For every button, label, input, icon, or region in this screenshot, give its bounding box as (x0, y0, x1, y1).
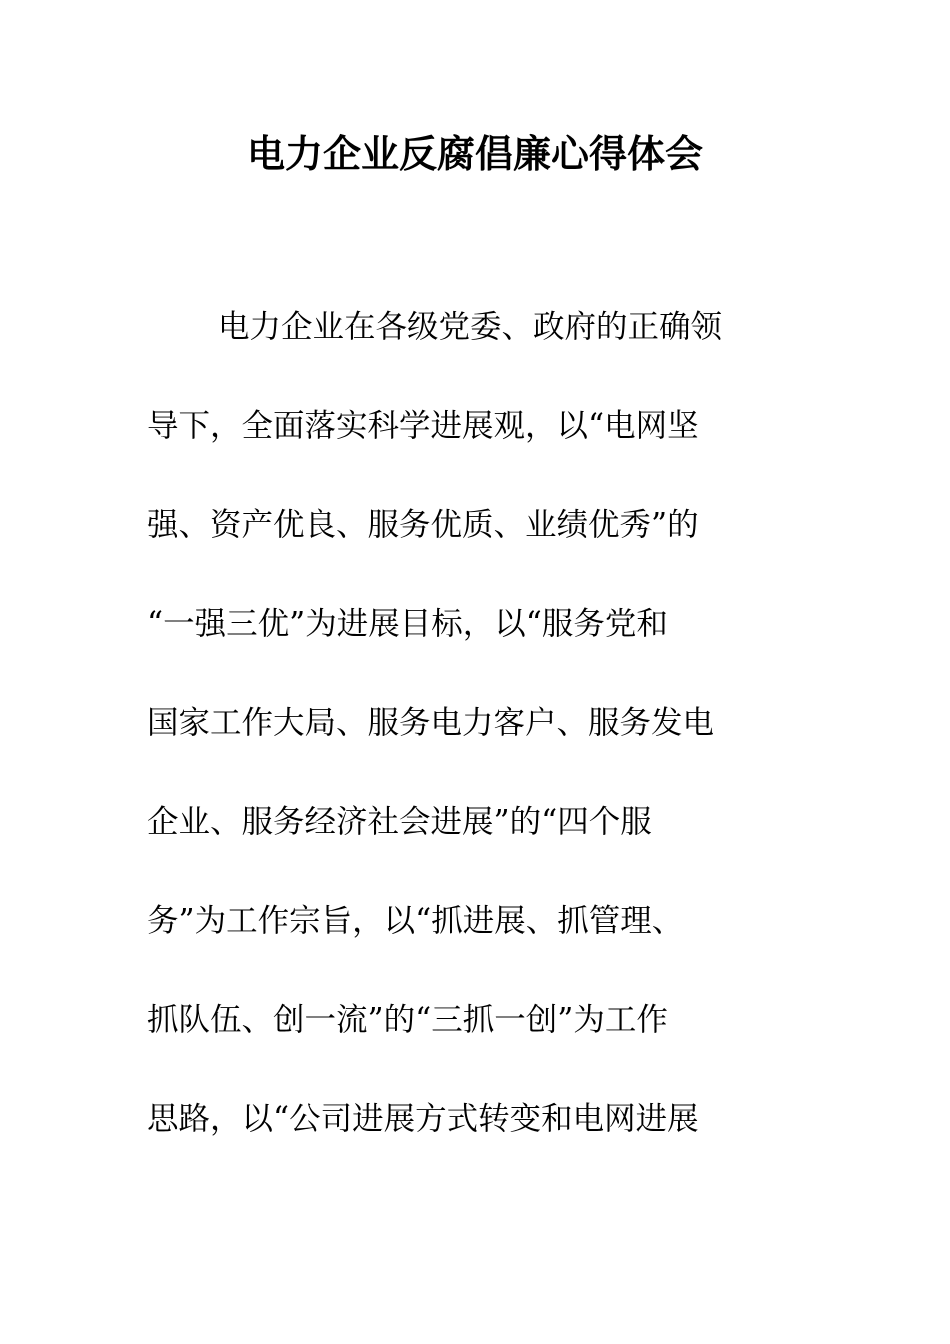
paragraph-line: 企业、服务经济社会进展”的“四个服 (147, 804, 652, 840)
paragraph-line: 电力企业在各级党委、政府的正确领 (218, 309, 723, 345)
paragraph-line: 强、资产优良、服务优质、业绩优秀”的 (147, 507, 699, 543)
paragraph-line: 导下，全面落实科学进展观，以“电网坚 (147, 408, 699, 444)
paragraph-line: 抓队伍、创一流”的“三抓一创”为工作 (147, 1002, 668, 1038)
paragraph-line: 思路，以“公司进展方式转变和电网进展 (147, 1101, 699, 1137)
paragraph-line: 国家工作大局、服务电力客户、服务发电 (147, 705, 715, 741)
paragraph-line: 务”为工作宗旨，以“抓进展、抓管理、 (147, 903, 684, 939)
document-title: 电力企业反腐倡廉心得体会 (246, 132, 703, 176)
paragraph-line: “一强三优”为进展目标，以“服务党和 (147, 606, 668, 642)
